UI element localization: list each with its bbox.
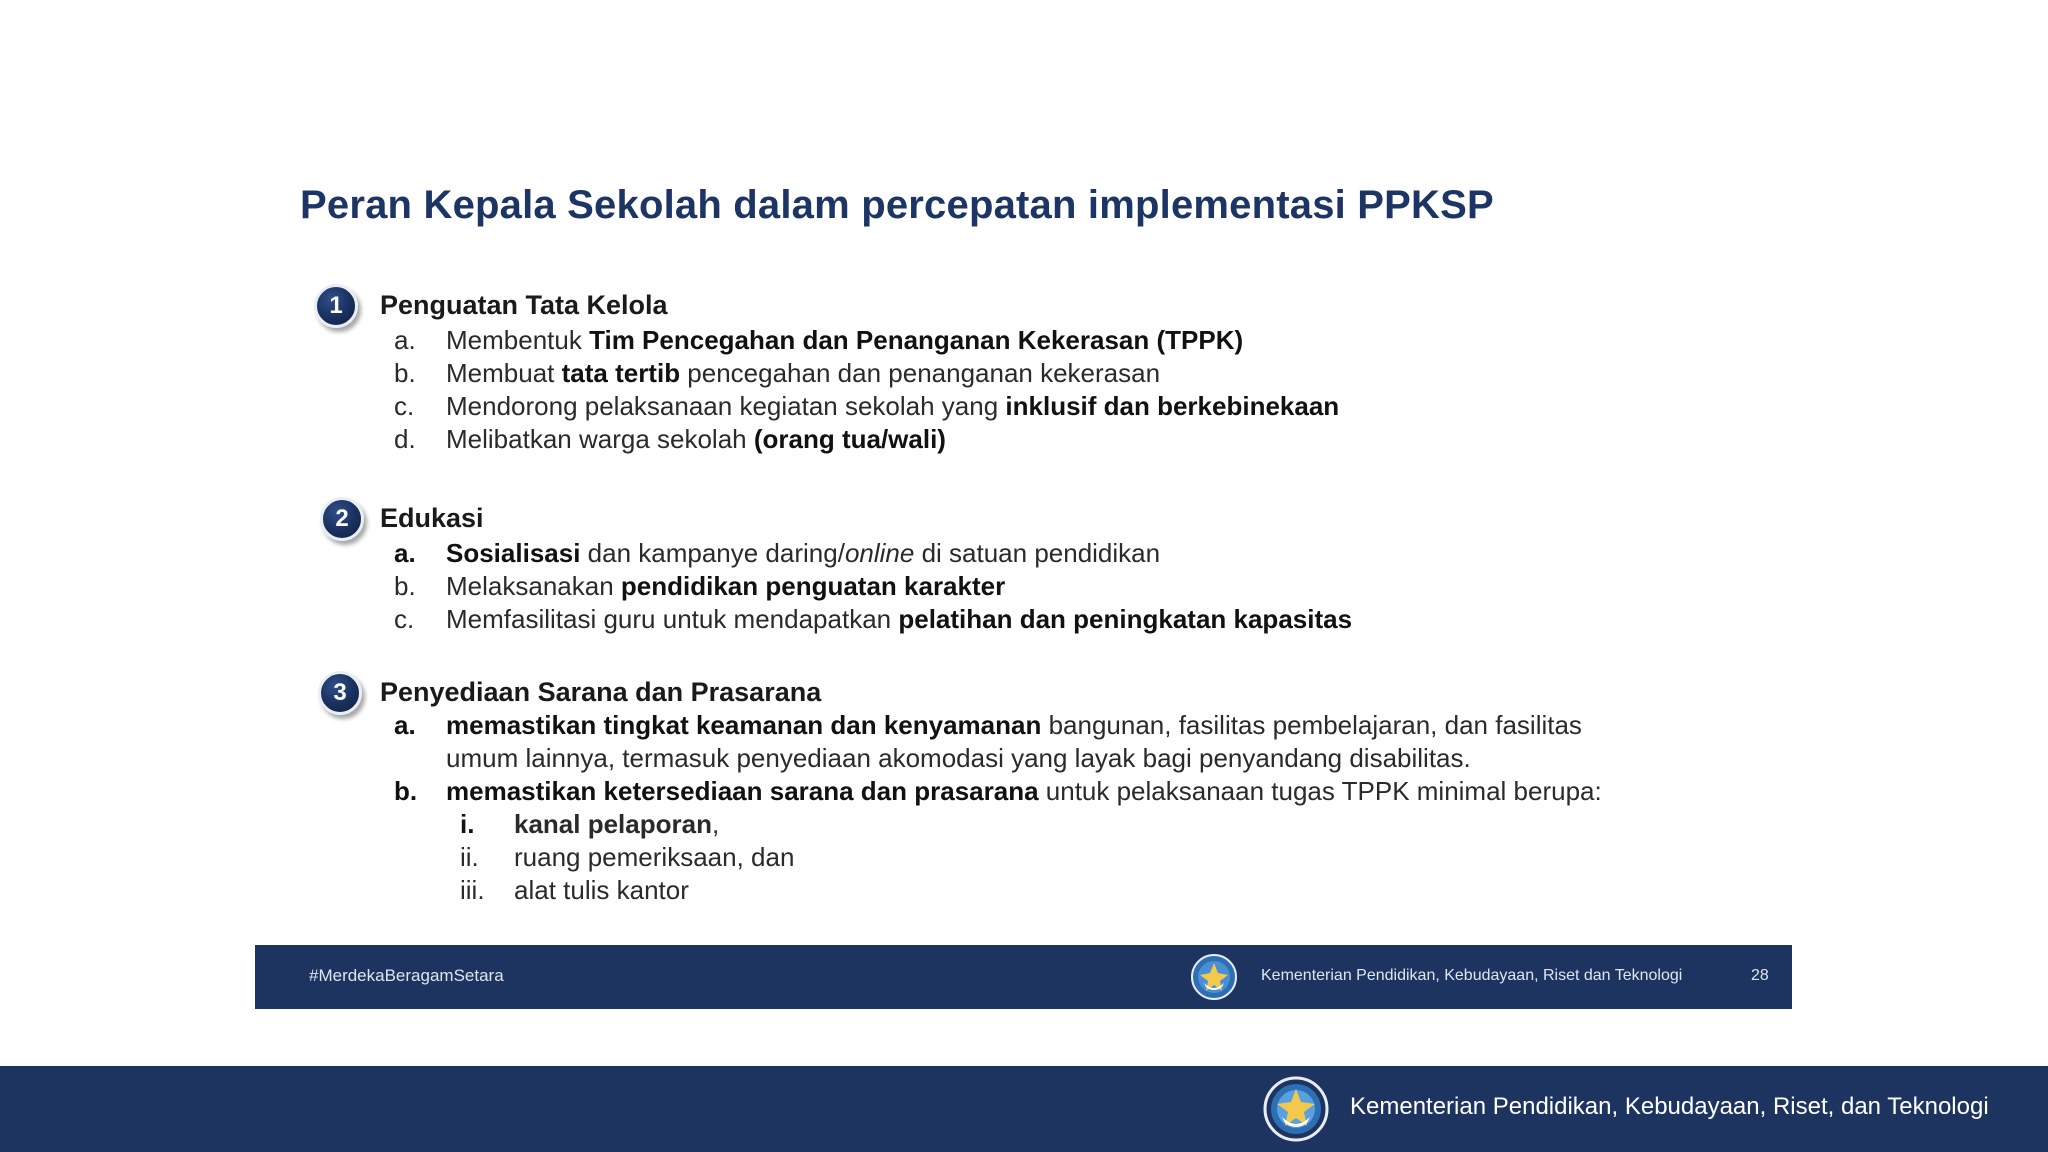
sub-item-marker: i.: [460, 809, 475, 839]
item-marker: c.: [394, 391, 415, 421]
item-text: ruang pemeriksaan, dan: [514, 842, 795, 872]
item-bold-text: Sosialisasi: [446, 538, 581, 568]
list-item: [394, 357, 1339, 390]
item-text: Memfasilitasi guru untuk mendapatkan: [446, 604, 899, 634]
item-bold-text: tata tertib: [561, 358, 681, 388]
item-text: Melaksanakan: [446, 571, 621, 601]
item-text: untuk pelaksanaan tugas TPPK minimal berupa:: [1038, 776, 1602, 806]
item-marker: a.: [394, 325, 416, 355]
item-text: di satuan pendidikan: [914, 538, 1161, 568]
section-heading: Penguatan Tata Kelola: [380, 290, 668, 320]
item-marker: a.: [394, 710, 416, 740]
sub-item-marker: ii.: [460, 842, 479, 872]
item-marker: b.: [394, 776, 418, 806]
list-item: [394, 324, 1339, 357]
bottom-ministry-name: Kementerian Pendidikan, Kebudayaan, Riset, dan Teknologi: [1350, 1093, 1989, 1120]
item-text: ,: [711, 809, 720, 839]
number-badge-icon: 2: [320, 497, 364, 541]
item-bold-text: memastikan tingkat keamanan dan kenyamanan: [446, 710, 1042, 740]
item-marker: c.: [394, 604, 415, 634]
sub-item-marker: iii.: [460, 875, 485, 905]
item-text: pencegahan dan penanganan kekerasan: [680, 358, 1161, 388]
item-text: Membentuk: [446, 325, 590, 355]
item-text: Melibatkan warga sekolah: [446, 424, 754, 454]
list-item: [394, 537, 1352, 570]
section-item-list: [394, 324, 1339, 456]
item-bold-text: pendidikan penguatan karakter: [620, 571, 1006, 601]
tut-wuri-handayani-logo-icon: [1262, 1075, 1330, 1143]
hashtag-label: #MerdekaBeragamSetara: [309, 966, 504, 985]
item-marker: b.: [394, 358, 416, 388]
list-item: [394, 423, 1339, 456]
item-italic-text: online: [844, 538, 915, 568]
section-item-list: [394, 709, 1602, 907]
tut-wuri-handayani-logo-icon: [1190, 953, 1238, 1001]
item-bold-text: memastikan ketersediaan sarana dan prasarana: [446, 776, 1039, 806]
item-marker: a.: [394, 538, 416, 568]
section-item-list: [394, 537, 1352, 636]
item-marker: b.: [394, 571, 416, 601]
page-number: 28: [1751, 967, 1769, 984]
item-text: dan kampanye daring/: [580, 538, 845, 568]
item-text: Membuat: [446, 358, 562, 388]
item-marker: d.: [394, 424, 416, 454]
sub-list-item: [460, 841, 1602, 874]
list-item: [394, 709, 1602, 775]
item-bold-text: inklusif dan berkebinekaan: [1005, 391, 1340, 421]
section-heading: Penyediaan Sarana dan Prasarana: [380, 677, 822, 707]
slide-footer: [255, 945, 1792, 1009]
item-text: alat tulis kantor: [514, 875, 689, 905]
sub-list-item: [460, 808, 1602, 841]
slide-title: Peran Kepala Sekolah dalam percepatan implementasi PPKSP: [300, 183, 1494, 227]
sublist-wrapper: [394, 808, 1602, 907]
list-item: [394, 603, 1352, 636]
item-text: Mendorong pelaksanaan kegiatan sekolah yang: [446, 391, 1006, 421]
item-bold-text: pelatihan dan peningkatan kapasitas: [898, 604, 1353, 634]
number-badge-icon: 1: [314, 284, 358, 328]
item-bold-text: Tim Pencegahan dan Penanganan Kekerasan (TPPK): [589, 325, 1244, 355]
item-text-continued: umum lainnya, termasuk penyediaan akomodasi yang layak bagi penyandang disabilitas.: [446, 743, 1471, 773]
item-text: bangunan, fasilitas pembelajaran, dan fasilitas: [1041, 710, 1582, 740]
item-bold-text: kanal pelaporan: [514, 809, 712, 839]
list-item: [394, 390, 1339, 423]
footer-ministry-name: Kementerian Pendidikan, Kebudayaan, Riset dan Teknologi: [1261, 967, 1683, 984]
bottom-bar: [0, 1066, 2048, 1152]
sub-item-list: [460, 808, 1602, 907]
item-bold-text: (orang tua/wali): [753, 424, 946, 454]
list-item: [394, 570, 1352, 603]
sub-list-item: [460, 874, 1602, 907]
number-badge-icon: 3: [318, 671, 362, 715]
list-item: [394, 775, 1602, 808]
section-heading: Edukasi: [380, 503, 484, 533]
